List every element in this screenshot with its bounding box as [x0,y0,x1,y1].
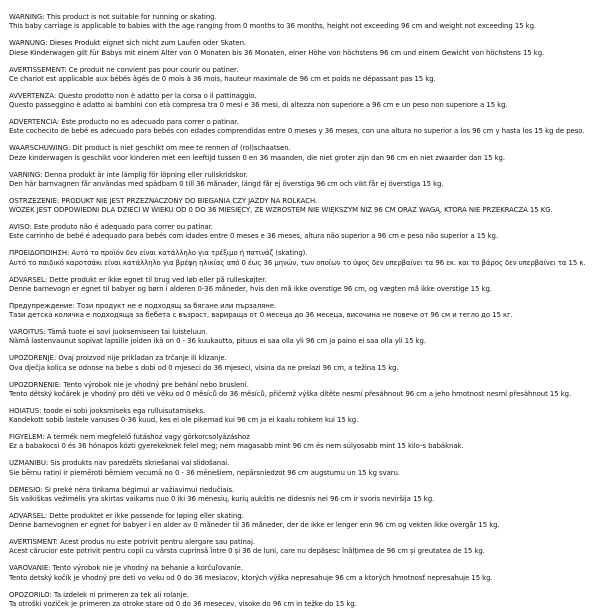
warning-title: VARNING: Denna produkt är inte lämplig för löpning eller rullskridskor. [9,171,596,180]
warning-block-bg [9,302,596,321]
warning-title: OPOZORILO: Ta izdelek ni primeren za tek ali rolanje. [9,591,596,600]
warning-block-pl [9,197,596,216]
warning-title: ADVARSEL: Dette produktet er ikke passende for løping eller skating. [9,512,596,521]
warning-title: WAARSCHUWING: Dit product is niet geschikt om mee te rennen of (rol)schaatsen. [9,144,596,153]
warning-block-lv [9,459,596,478]
warning-body: This baby carriage is applicable to babies with the age ranging from 0 months to 36 months, height not exceeding 96 cm and weight not exceeding 15 kg. [9,22,596,31]
warning-body: Тази детска количка е подходяща за бебета с възраст, варираща от 0 месеца до 36 месеца, височина не повече от 96 см и тегло до 15 кг. [9,311,596,320]
warning-title: ADVARSEL: Dette produkt er ikke egnet til brug ved løb eller på rulleskøjter. [9,276,596,285]
warning-body: Tento detský kočík je vhodný pre deti vo veku od 0 do 36 mesiacov, ktorých výška nepresahuje 96 cm a ktorých hmotnosť nepresahuje 15 kg. [9,574,596,583]
warning-body: Tento dětský kočárek je vhodný pro děti ve věku od 0 měsíců do 36 měsíců, přičemž výška dítěte nesmí přesáhnout 96 cm a jeho hmotnost nesmí přesáhnout 15 kg. [9,390,596,399]
warning-block-es [9,118,596,137]
warning-title: AVERTISMENT: Acest produs nu este potrivit pentru alergare sau patinaj. [9,538,596,547]
warning-body: Kandekott sobib lastele vanuses 0-36 kuud, kes ei ole pikemad kui 96 cm ja ei kaalu rohkem kui 15 kg. [9,416,596,425]
warning-body: Este carrinho de bebé é adequado para bebés com idades entre 0 meses e 36 meses, altura não superior a 96 cm e peso não superior a 15 kg. [9,232,596,241]
warning-block-et [9,407,596,426]
warning-body: Diese Kinderwagen gilt für Babys mit einem Alter von 0 Monaten bis 36 Monaten, einer Höhe von höchstens 96 cm und einem Gewicht von höchstens 15 kg. [9,49,596,58]
warning-body: Deze kinderwagen is geschikt voor kinderen met een leeftijd tussen 0 en 36 maanden, die niet groter zijn dan 96 cm en niet zwaarder dan 15 kg. [9,154,596,163]
warning-body: WÓZEK JEST ODPOWIEDNI DLA DZIECI W WIEKU OD 0 DO 36 MIESIĘCY, ZE WZROSTEM NIE WIĘKSZYM NIŻ 96 CM ORAZ WAGĄ, KTÓRA NIE PRZEKRACZA 15 KG. [9,206,596,215]
warning-title: Предупреждение: Този продукт не е подходящ за бягане или пързаляне. [9,302,596,311]
warning-title: WARNING: This product is not suitable for running or skating. [9,13,596,22]
warning-block-ro [9,538,596,557]
warning-block-lt [9,486,596,505]
warning-body: Questo passeggino è adatto ai bambini con età compresa tra 0 mesi e 36 mesi, di altezza non superiore a 96 cm e un peso non superiore a 15 kg. [9,101,596,110]
warning-title: UZMANĪBU: Šis produkts nav paredzēts skriešanai vai slidošanai. [9,459,596,468]
warning-title: WARNUNG: Dieses Produkt eignet sich nicht zum Laufen oder Skaten. [9,39,596,48]
warning-body: Ez a babakocsi 0 és 36 hónapos közti gyerekeknek felel meg; nem magasabb mint 96 cm és nem súlyosabb mint 15 kilo-s babáknak. [9,442,596,451]
warning-body: Ce chariot est applicable aux bébés âgés de 0 mois à 36 mois, hauteur maximale de 96 cm et poids ne dépassant pas 15 kg. [9,75,596,84]
warning-block-sk [9,381,596,400]
warning-block-pt [9,223,596,242]
warning-title: UPOZORENJE: Ovaj proizvod nije prikladan za trčanje ili klizanje. [9,354,596,363]
warning-block-hr [9,354,596,373]
warning-body: Ova dječja kolica se odnose na bebe s dobi od 0 mjeseci do 36 mjeseci, visina da ne prelazi 96 cm, a težina 15 kg. [9,364,596,373]
warning-body: Este cochecito de bebé es adecuado para bebés con edades comprendidas entre 0 meses y 36 meses, con una altura no superior a los 96 cm y hasta los 15 kg de peso. [9,127,596,136]
warning-body: Denne barnevogn er egnet til babyer og børn i alderen 0-36 måneder, hvis den må ikke overstige 96 cm, og vægten må ikke overstige 15 kg. [9,285,596,294]
warning-title: FIGYELEM: A termék nem megfelelő futáshoz vagy görkorcsolyázáshoz [9,433,596,442]
warning-title: VAROITUS: Tämä tuote ei sovi juoksemiseen tai luisteluun. [9,328,596,337]
warning-title: HOIATUS: toode ei sobi jooksmiseks ega rulluisutamiseks. [9,407,596,416]
warning-body: Šie bērnu ratiņi ir piemēroti bērniem vecumā no 0 - 36 mēnešiem, nepārsniedzot 96 cm augstumu un 15 kg svaru. [9,469,596,478]
warning-block-sv [9,171,596,190]
warning-block-de [9,39,596,58]
warning-block-el [9,249,596,268]
warning-block-fr [9,66,596,85]
warning-block-cs [9,564,596,583]
warning-title: ΠΡΟΕΙΔΟΠΟΙΗΣΗ: Αυτό το προϊόν δεν είναι κατάλληλο για τρέξιμο ή πατινάζ (skating). [9,249,596,258]
warning-block-nl [9,144,596,163]
warning-body: Den här barnvagnen får användas med spädbarn 0 till 36 månader, längd får ej överstiga 96 cm och vikt får ej överstiga 15 kg. [9,180,596,189]
warning-body: Acest cărucior este potrivit pentru copii cu vârsta cuprinsă între 0 și 36 de luni, care nu depășesc înălțimea de 96 cm și greutatea de 15 kg. [9,547,596,556]
warning-body: Nämä lastenvaunut sopivat lapsille joiden ikä on 0 - 36 kuukautta, pituus ei saa olla yli 96 cm ja paino ei saa olla yli 15 kg. [9,337,596,346]
warning-block-it [9,92,596,111]
warning-block-hu [9,433,596,452]
warning-body: Ta otroški voziček je primeren za otroke stare od 0 do 36 mesecev, visoke do 96 cm in težke do 15 kg. [9,600,596,609]
warning-block-da [9,276,596,295]
warning-title: AVVERTENZA: Questo prodotto non è adatto per la corsa o il pattinaggio. [9,92,596,101]
warning-body: Šis vaikiškas vežimėlis yra skirtas vaikams nuo 0 iki 36 mėnesių, kurių aukštis ne didesnis nei 96 cm ir svoris neviršija 15 kg. [9,495,596,504]
warning-title: OSTRZEŻENIE: PRODUKT NIE JEST PRZEZNACZONY DO BIEGANIA CZY JAZDY NA ROLKACH. [9,197,596,206]
warning-block-fi [9,328,596,347]
warning-body: Denne barnevognen er egnet for babyer i en alder av 0 måneder til 36 måneder, der de ikke er lenger enn 96 cm og vekten ikke overgår 15 kg. [9,521,596,530]
warning-title: ADVERTENCIA: Este producto no es adecuado para correr o patinar. [9,118,596,127]
warning-block-no [9,512,596,531]
warning-body: Αυτό το παιδικό καροτσάκι είναι κατάλληλο για βρέφη ηλικίας από 0 έως 36 μηνών, των οποίων το ύψος δεν υπερβαίνει τα 96 εκ. και το βάρος δεν υπερβαίνει τα 15 κ. [9,259,596,268]
warning-title: UPOZORNENIE: Tento výrobok nie je vhodný pre behání nebo bruslení. [9,381,596,390]
warning-title: DĖMESIO: Ši prekė nėra tinkama bėgimui ar važiavimui riedučiais. [9,486,596,495]
warning-title: AVERTISSEMENT: Ce produit ne convient pas pour courir ou patiner. [9,66,596,75]
warning-title: VAROVANIE: Tento výrobok nie je vhodný na behanie a korčuľovanie. [9,564,596,573]
warning-title: AVISO: Este produto não é adequado para correr ou patinar. [9,223,596,232]
warning-block-en [9,13,596,32]
